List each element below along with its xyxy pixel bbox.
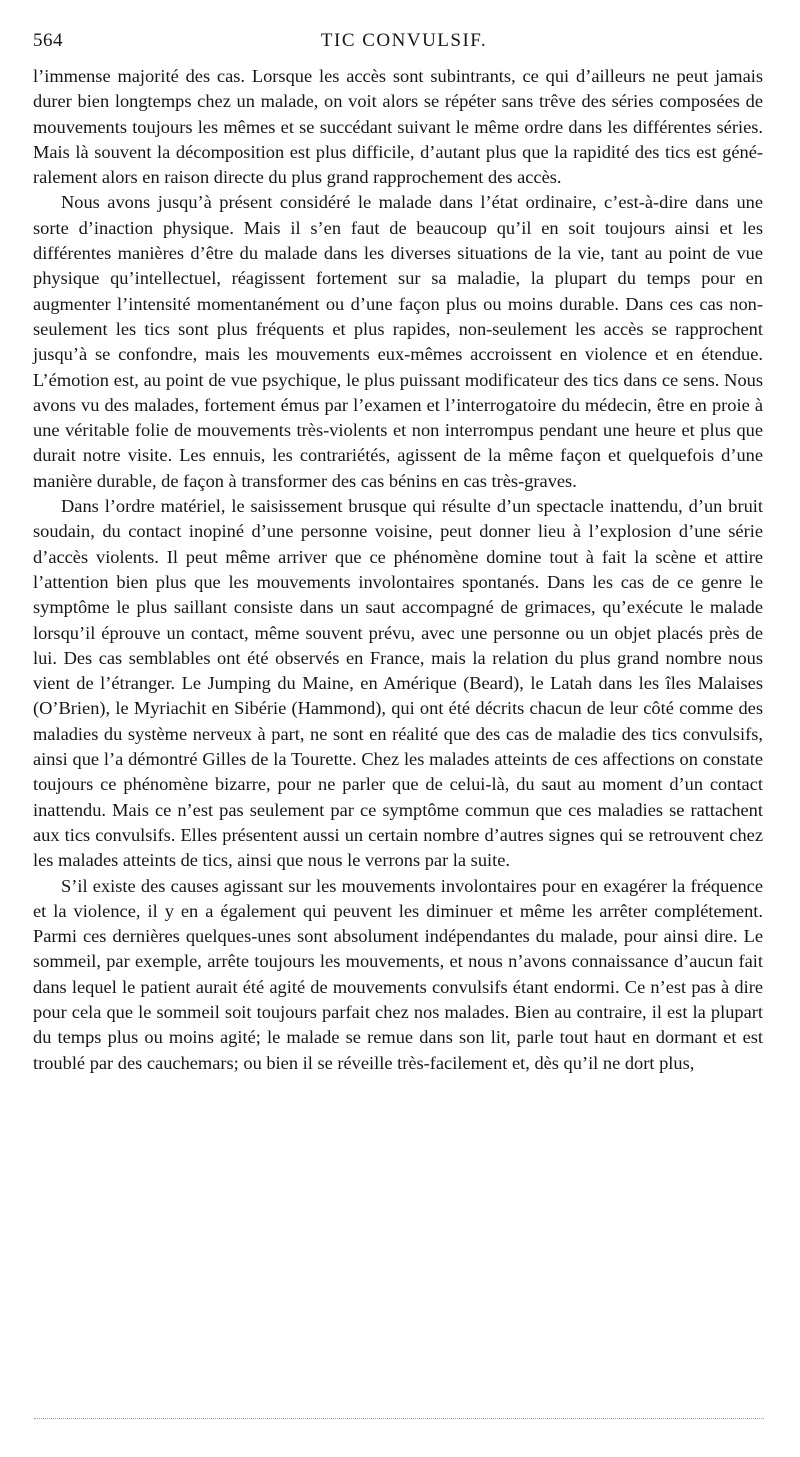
bottom-divider bbox=[34, 1418, 764, 1419]
paragraph: Nous avons jusqu’à présent considéré le malade dans l’état ordinaire, c’est-à-dire dans une sorte d’inaction physique. Mais il s’en faut de beaucoup qu’il en soit toujours ainsi et les différentes manières d’être du malade dans les diverses situations de la vie, tant au point de vue physique qu’intellectuel, réagissent fortement sur sa maladie, la plupart du temps pour en augmenter l’intensité momentanément ou d’une façon plus ou moins durable. Dans ces cas non-seulement les tics sont plus fréquents et plus rapides, non-seulement les accès se rapprochent jusqu’à se confondre, mais les mouvements eux-mêmes accroissent en violence et en étendue. L’émotion est, au point de vue psychique, le plus puissant modificateur des tics dans ce sens. Nous avons vu des malades, fortement émus par l’examen et l’interrogatoire du médecin, être en proie à une véritable folie de mouvements très-violents et non interrompus pendant une heure et plus que durait notre visite. Les ennuis, les contrariétés, agissent de la même façon et quelquefois d’une manière durable, de façon à transformer des cas bénins en cas très-graves. bbox=[33, 192, 763, 491]
page-number: 564 bbox=[33, 30, 63, 51]
paragraph: l’immense majorité des cas. Lorsque les accès sont subintrants, ce qui d’ailleurs ne peut jamais durer bien longtemps chez un malade, on voit alors se répéter sans trêve des séries composées de mouvements toujours les mêmes et se succédant suivant le même ordre dans les différentes séries. Mais là souvent la décomposition est plus difficile, d’autant plus que la rapidité des tics est généralement alors en raison directe du plus grand rapprochement des accès. bbox=[33, 66, 763, 188]
paragraph: Dans l’ordre matériel, le saisissement brusque qui résulte d’un spectacle inattendu, d’un bruit soudain, du contact inopiné d’une personne voisine, peut donner lieu à l’explosion d’une série d’accès violents. Il peut même arriver que ce phénomène domine tout à fait la scène et attire l’attention bien plus que les mouvements involontaires spontanés. Dans les cas de ce genre le symptôme le plus saillant consiste dans un saut accompagné de grimaces, qu’exécute le malade lorsqu’il éprouve un contact, même souvent prévu, avec une personne ou un objet placés près de lui. Des cas semblables ont été observés en France, mais la relation du plus grand nombre nous vient de l’étranger. Le Jumping du Maine, en Amérique (Beard), le Latah dans les îles Malaises (O’Brien), le Myriachit en Sibérie (Hammond), qui ont été décrits chacun de leur côté comme des maladies du système nerveux à part, ne sont en réalité que des cas de maladie des tics convulsifs, ainsi que l’a démontré Gilles de la Tourette. Chez les malades atteints de ces affections on constate toujours ce phénomène bizarre, pour ne parler que de celui-là, du saut au moment d’un contact inattendu. Mais ce n’est pas seulement par ce symptôme commun que ces maladies se rattachent aux tics convulsifs. Elles présentent aussi un certain nombre d’autres signes qui se retrouvent chez les malades atteints de tics, ainsi que nous le verrons par la suite. bbox=[33, 496, 763, 871]
body-text bbox=[33, 64, 763, 1076]
paragraph: S’il existe des causes agissant sur les mouvements involontaires pour en exagérer la fréquence et la violence, il y en a également qui peuvent les diminuer et même les arrêter complétement. Parmi ces dernières quelques-unes sont absolument indépendantes du malade, pour ainsi dire. Le sommeil, par exemple, arrête toujours les mouvements, et nous n’avons connaissance d’aucun fait dans lequel le patient aurait été agité de mouvements convulsifs étant endormi. Ce n’est pas à dire pour cela que le sommeil soit toujours parfait chez nos malades. Bien au contraire, il est la plupart du temps plus ou moins agité; le malade se remue dans son lit, parle tout haut en dormant et est troublé par des cauchemars; ou bien il se réveille très-facilement et, dès qu’il ne dort plus, bbox=[33, 875, 763, 1073]
running-title: TIC CONVULSIF. bbox=[320, 30, 488, 51]
page-header bbox=[33, 30, 775, 60]
